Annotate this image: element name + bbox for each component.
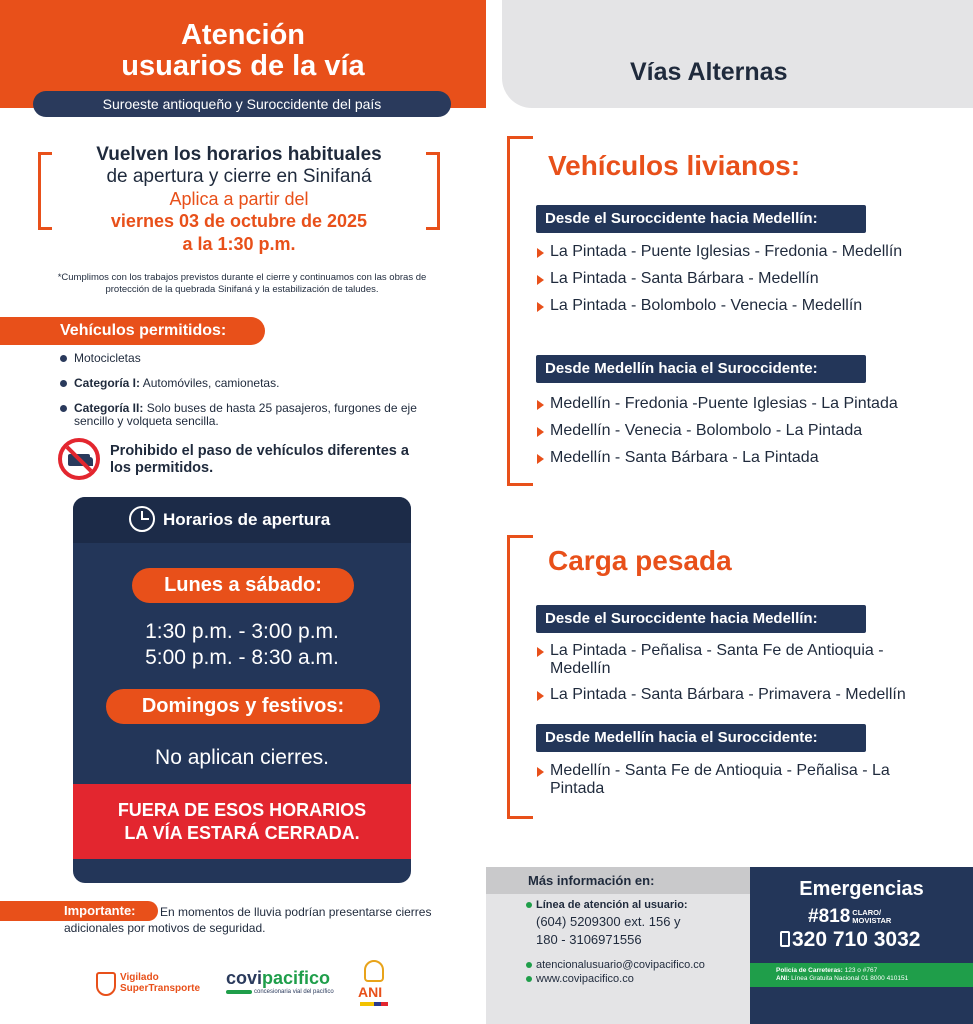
schedule-heading: Horarios de apertura [73,497,411,543]
light-from-medellin-label: Desde Medellín hacia el Suroccidente: [536,355,866,383]
light-to-medellin-label: Desde el Suroccidente hacia Medellín: [536,205,866,233]
helpline-label: Línea de atención al usuario: [536,899,688,911]
category-2-text: Solo buses de hasta 25 pasajeros, furgones de eje sencillo y volqueta sencilla. [74,401,417,428]
notice-line-3: Aplica a partir del [169,189,309,209]
covipacifico-logo: covipacifico concesionaria vial del pacífico [226,968,334,995]
website-link[interactable]: www.covipacifico.co [526,972,746,986]
category-1-label: Categoría I: [74,376,141,390]
sundays-text: No aplican cierres. [155,746,329,769]
prohibited-notice: Prohibido el paso de vehículos diferentes a los permitidos. [110,443,409,476]
schedule-panel [73,497,411,883]
region-subtitle: Suroeste antioqueño y Suroccidente del país [33,91,451,117]
more-info-list [526,898,746,986]
emergency-short-number[interactable]: #818 CLARO/ MOVISTAR [808,906,892,927]
supertransporte-logo: Vigilado SuperTransporte [96,970,216,1000]
sundays-label: Domingos y festivos: [106,689,380,724]
notice-line-2: de apertura y cierre en Sinifaná [106,166,372,187]
closed-warning [73,784,411,859]
notice-date: viernes 03 de octubre de 2025 [110,211,368,231]
permitted-vehicles-heading: Vehículos permitidos: [0,317,265,345]
list-item [58,402,438,428]
alternate-routes-header [502,0,973,108]
crest-icon [364,960,384,982]
important-text: En momentos de lluvia podrían presentarse cierres adicionales por motivos de seguridad. [64,905,432,935]
title-line-2: usuarios de la vía [121,50,365,82]
light-bracket [507,136,533,486]
title-line-1: Atención [180,19,306,51]
heavy-cargo-title: Carga pesada [548,545,732,576]
route-item: Medellín - Fredonia -Puente Iglesias - La Pintada [536,395,966,413]
email-link[interactable]: atencionalusuario@covipacifico.co [526,958,746,972]
heavy-bracket [507,535,533,819]
closed-line-2: LA VÍA ESTARÁ CERRADA. [124,823,360,843]
page-title [0,20,486,82]
list-item [58,377,438,390]
alternate-routes-title: Vías Alternas [630,58,788,86]
more-info-heading: Más información en: [486,867,750,894]
route-item: Medellín - Santa Bárbara - La Pintada [536,449,966,467]
route-item: Medellín - Venecia - Bolombolo - La Pintada [536,422,966,440]
emergency-lines: Policía de Carreteras: 123 o #767 ANI: Línea Gratuita Nacional 01 8000 410151 [750,963,973,987]
notice-line-1: Vuelven los horarios habituales [96,144,382,165]
heavy-from-medellin-routes [536,762,966,807]
heavy-to-medellin-routes [536,642,966,712]
motorcycles-item: Motocicletas [74,351,141,365]
list-item [58,352,438,365]
weekday-times [73,619,411,671]
category-1-text: Automóviles, camionetas. [140,376,280,390]
notice-bracket-left [38,152,52,230]
light-from-medellin-routes [536,395,966,476]
important-label: Importante: [0,901,158,921]
route-item: La Pintada - Peñalisa - Santa Fe de Antioquia - Medellín [536,642,916,678]
route-item: La Pintada - Bolombolo - Venecia - Medellín [536,297,966,315]
emergency-title: Emergencias [799,878,924,900]
heavy-to-medellin-label: Desde el Suroccidente hacia Medellín: [536,605,866,633]
time-slot-2: 5:00 p.m. - 8:30 a.m. [145,646,339,669]
phone-line-2[interactable]: 180 - 3106971556 [536,932,642,947]
notice-time: a la 1:30 p.m. [182,234,296,254]
light-vehicles-title: Vehículos livianos: [548,150,801,181]
route-item: La Pintada - Santa Bárbara - Primavera - Medellín [536,686,966,704]
shield-icon [96,972,116,996]
schedule-notice [52,144,426,256]
list-item [526,898,746,912]
heavy-from-medellin-label: Desde Medellín hacia el Suroccidente: [536,724,866,752]
notice-bracket-right [426,152,440,230]
emergency-phone[interactable]: 320 710 3032 [780,928,920,952]
weekdays-label: Lunes a sábado: [132,568,354,603]
route-item: Medellín - Santa Fe de Antioquia - Peñalisa - La Pintada [536,762,896,798]
route-item: La Pintada - Santa Bárbara - Medellín [536,270,966,288]
time-slot-1: 1:30 p.m. - 3:00 p.m. [145,620,339,643]
notice-footnote: *Cumplimos con los trabajos previstos durante el cierre y continuamos con las obras de protección de la quebrada Sinifaná y la estabilización de taludes. [57,272,427,295]
route-item: La Pintada - Puente Iglesias - Fredonia - Medellín [536,243,966,261]
closed-line-1: FUERA DE ESOS HORARIOS [117,800,367,820]
ani-logo: ANI [356,960,392,1012]
permitted-vehicles-list [58,352,438,440]
category-2-label: Categoría II: [74,401,144,415]
phone-line-1[interactable]: (604) 5209300 ext. 156 y [536,914,681,929]
no-trucks-icon [58,438,100,480]
phone-icon [780,931,790,947]
clock-icon [129,506,155,532]
light-to-medellin-routes [536,243,966,324]
